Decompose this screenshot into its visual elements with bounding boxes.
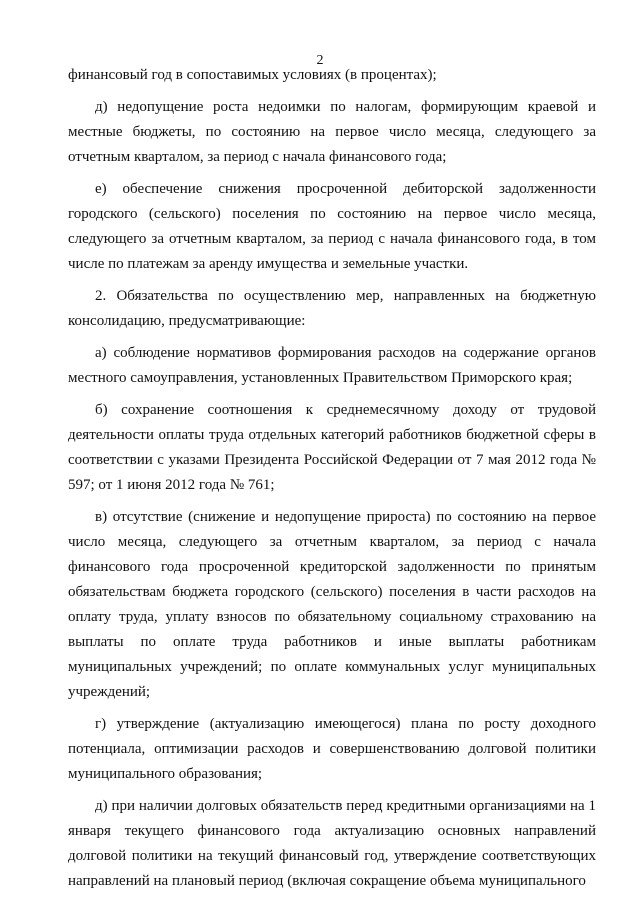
page-number: 2 (316, 53, 324, 68)
paragraph-item-d-arrears: д) недопущение роста недоимки по налогам, формирующим краевой и местные бюджеты, по состоянию на первое число месяца, следующего за отчетным кварталом, за период с начала финансового года; (68, 99, 596, 165)
document-body (68, 63, 596, 901)
paragraph-item-v-payables: в) отсутствие (снижение и недопущение прироста) по состоянию на первое число месяца, следующего за отчетным кварталом, за период с начала финансового года просроченной кредиторской задолженности по принятым обязательствам бюджета городского (сельского) поселения в части расходов на оплату труда, уплату взносов по обязательному социальному страхованию на выплаты по оплате труда работников и иные выплаты работникам муниципальных учреждений; по оплате коммунальных услуг муниципальных учреждений; (68, 509, 596, 700)
paragraph-item-a-standards: а) соблюдение нормативов формирования расходов на содержание органов местного самоуправления, установленных Правительством Приморского края; (68, 345, 596, 386)
paragraph-item-b-wages: б) сохранение соотношения к среднемесячному доходу от трудовой деятельности оплаты труда отдельных категорий работников бюджетной сферы в соответствии с указами Президента Российской Федерации от 7 мая 2012 года № 597; от 1 июня 2012 года № 761; (68, 402, 596, 493)
paragraph-section-2: 2. Обязательства по осуществлению мер, направленных на бюджетную консолидацию, предусматривающие: (68, 288, 596, 329)
paragraph-item-d-debt-policy: д) при наличии долговых обязательств перед кредитными организациями на 1 января текущего финансового года актуализацию основных направлений долговой политики на текущий финансовый год, утверждение соответствующих направлений на плановый период (включая сокращение объема муниципального (68, 798, 596, 889)
paragraph-item-e-receivables: е) обеспечение снижения просроченной дебиторской задолженности городского (сельского) поселения по состоянию на первое число месяца, следующего за отчетным кварталом, за период с начала финансового года, в том числе по платежам за аренду имущества и земельные участки. (68, 181, 596, 272)
paragraph-continuation: финансовый год в сопоставимых условиях (в процентах); (68, 67, 437, 83)
paragraph-item-g-plan: г) утверждение (актуализацию имеющегося) плана по росту доходного потенциала, оптимизации расходов и совершенствованию долговой политики муниципального образования; (68, 716, 596, 782)
